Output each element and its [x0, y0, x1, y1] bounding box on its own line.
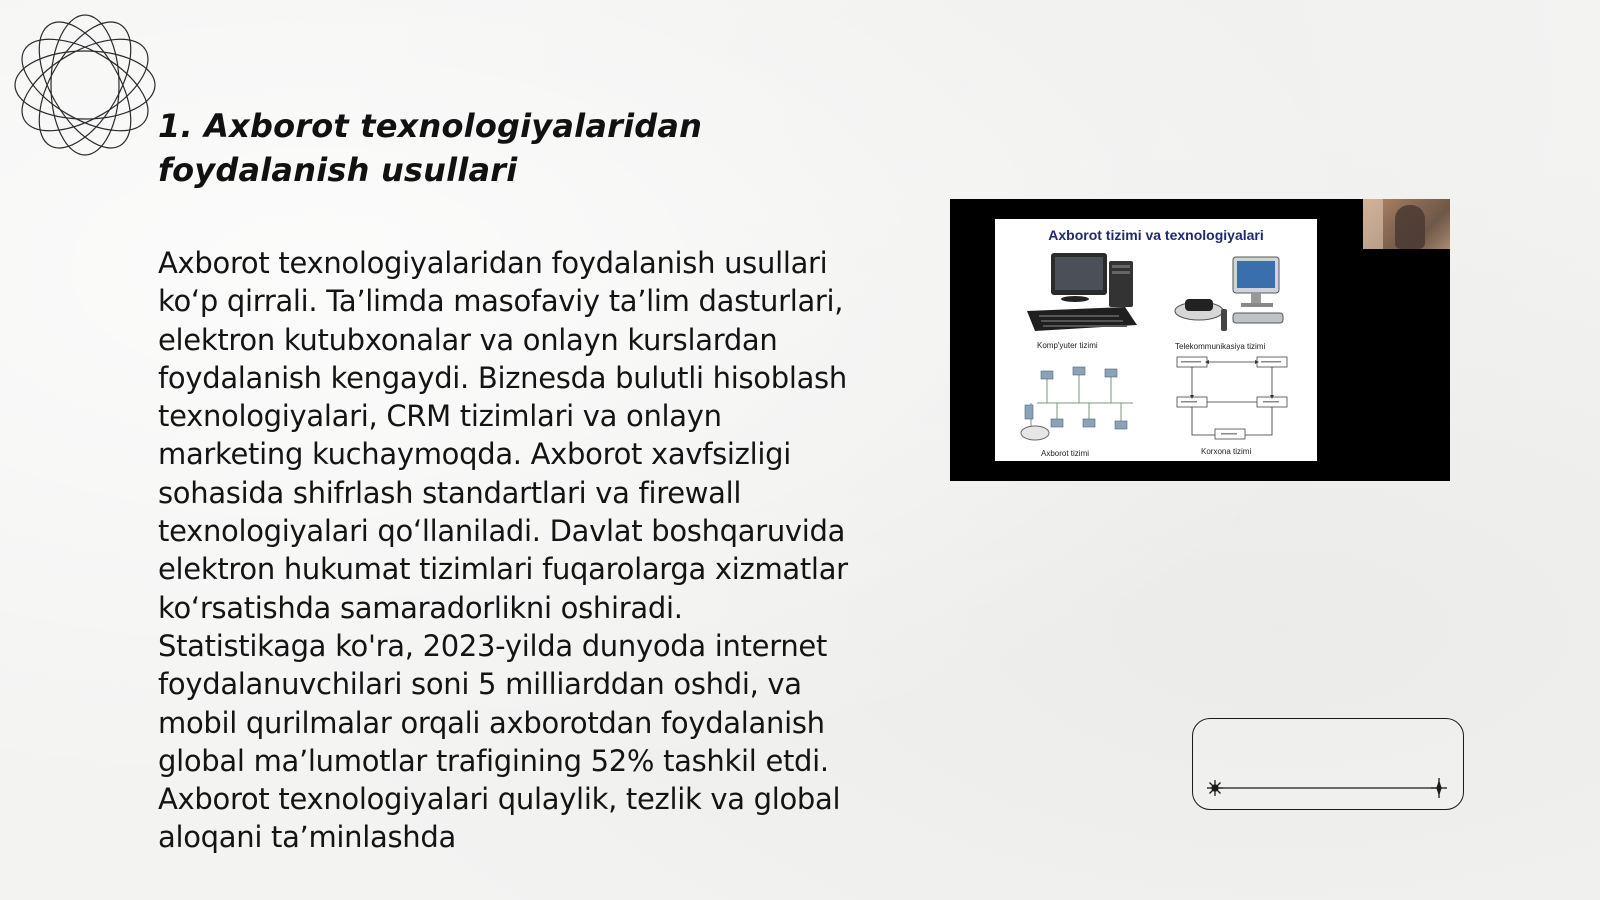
caption-info-system: Axborot tizimi	[1041, 449, 1090, 458]
shared-screen-frame	[950, 199, 1450, 481]
caption-control-system: Korxona tizimi	[1201, 447, 1252, 456]
caption-telecom: Telekommunikasiya tizimi	[1175, 342, 1266, 351]
embedded-slide-title: Axborot tizimi va texnologiyalari	[1048, 227, 1264, 243]
sparkle-icon	[1207, 780, 1223, 796]
embedded-slide	[995, 219, 1317, 461]
orbit-rings-icon	[10, 10, 160, 160]
telecom-system-icon	[1171, 255, 1299, 341]
caption-computer: Komp'yuter tizimi	[1037, 341, 1098, 350]
enterprise-flow-diagram-icon	[1171, 355, 1299, 447]
crosshair-star-icon	[1431, 778, 1447, 798]
webcam-thumbnail	[1363, 199, 1450, 249]
computer-system-icon	[1017, 251, 1145, 339]
slider-track	[1193, 719, 1463, 809]
slide-title: 1. Axborot texnologiyalaridan foydalanish usullari	[158, 107, 703, 189]
slide-body-text: Axborot texnologiyalaridan foydalanish usullari ko‘p qirrali. Ta’limda masofaviy ta’lim dasturlari, elektron kutubxonalar va onlayn kurslardan foydalanish kengaydi. Biznesda bulutli hisoblash texnologiyalari, CRM tizimlari va onlayn marketing kuchaymoqda. Axborot xavfsizligi sohasida shifrlash standartlari va firewall texnologiyalari qo‘llaniladi. Davlat boshqaruvida elektron hukumat tizimlari fuqarolarga xizmatlar ko‘rsatishda samaradorlikni oshiradi. Statistikaga ko'ra, 2023-yilda dunyoda internet foydalanuvchilari soni 5 milliarddan oshdi, va mobil qurilmalar orqali axborotdan foydalanish global ma’lumotlar trafigining 52% tashkil etdi. Axborot texnologiyalari qulaylik, tezlik va global aloqani ta’minlashda	[158, 246, 848, 855]
decorative-slider-frame	[1192, 718, 1464, 810]
network-diagram-icon	[1017, 365, 1145, 445]
